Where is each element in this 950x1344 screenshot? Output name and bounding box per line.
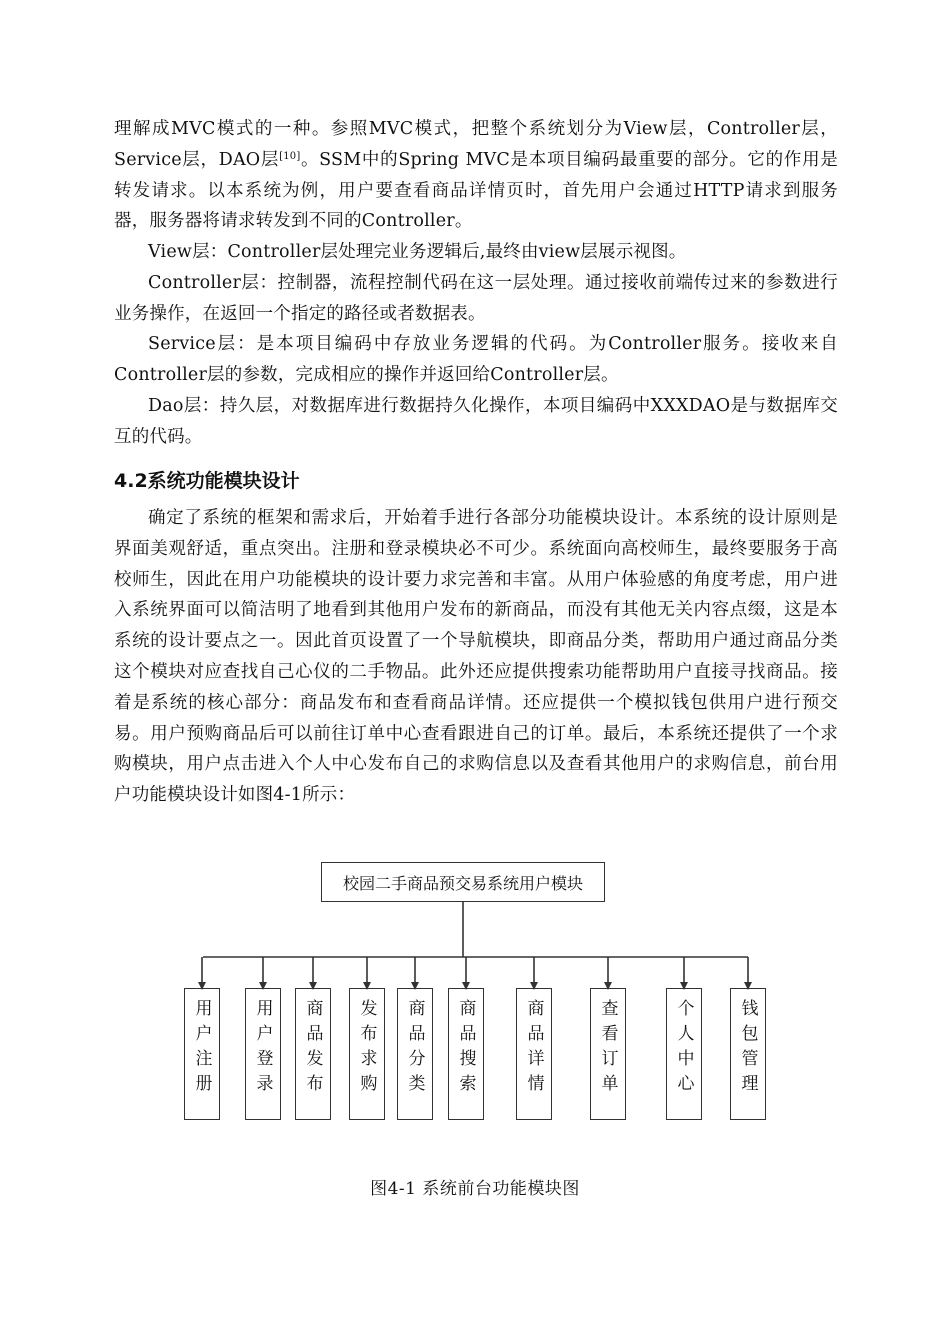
module-box-10 (730, 988, 766, 1120)
paragraph-controller-layer: Controller层：控制器，流程控制代码在这一层处理。通过接收前端传过来的参数进行业务操作，在返回一个指定的路径或者数据表。 (114, 272, 838, 324)
paragraph-view-layer: View层：Controller层处理完业务逻辑后,最终由view层展示视图。 (148, 242, 687, 262)
paragraph-service-layer: Service层：是本项目编码中存放业务逻辑的代码。为Controller服务。接收来自Controller层的参数，完成相应的操作并返回给Controller层。 (114, 334, 838, 386)
module-label: 查看订单 (597, 999, 618, 1099)
module-label: 用户登录 (252, 999, 273, 1099)
root-module-box (321, 862, 605, 902)
module-label: 发布求购 (356, 999, 377, 1099)
citation-ref: [10] (279, 150, 301, 162)
paragraph-dao-layer: Dao层：持久层，对数据库进行数据持久化操作，本项目编码中XXXDAO是与数据库交互的代码。 (114, 395, 838, 447)
module-box-9 (666, 988, 702, 1120)
module-label: 商品详情 (523, 999, 544, 1099)
module-box-4 (349, 988, 385, 1120)
module-label: 商品搜索 (455, 999, 476, 1099)
root-module-label: 校园二手商品预交易系统用户模块 (342, 873, 583, 893)
module-label: 个人中心 (673, 999, 694, 1099)
paragraph-module-design: 确定了系统的框架和需求后，开始着手进行各部分功能模块设计。本系统的设计原则是界面美观舒适，重点突出。注册和登录模块必不可少。系统面向高校师生，最终要服务于高校师生，因此在用户功能模块的设计要力求完善和丰富。从用户体验感的角度考虑，用户进入系统界面可以简洁明了地看到其他用户发布的新商品，而没有其他无关内容点缀，这是本系统的设计要点之一。因此首页设置了一个导航模块，即商品分类，帮助用户通过商品分类这个模块对应查找自己心仪的二手物品。此外还应提供搜索功能帮助用户直接寻找商品。接着是系统的核心部分：商品发布和查看商品详情。还应提供一个模拟钱包供用户进行预交易。用户预购商品后可以前往订单中心查看跟进自己的订单。最后，本系统还提供了一个求购模块，用户点击进入个人中心发布自己的求购信息以及查看其他用户的求购信息，前台用户功能模块设计如图4-1所示： (114, 508, 838, 806)
module-box-8 (590, 988, 626, 1120)
module-box-7 (516, 988, 552, 1120)
module-box-5 (397, 988, 433, 1120)
module-label: 商品发布 (302, 999, 323, 1099)
module-box-1 (184, 988, 220, 1120)
module-box-2 (245, 988, 281, 1120)
module-label: 商品分类 (404, 999, 425, 1099)
module-label: 用户注册 (191, 999, 212, 1099)
module-box-3 (295, 988, 331, 1120)
paragraph-mvc: 理解成MVC模式的一种。参照MVC模式，把整个系统划分为View层，Controller层，Service层，DAO层[10]。SSM中的Spring MVC是本项目编码最重要的部分。它的作用是转发请求。以本系统为例，用户要查看商品详情页时，首先用户会通过HTTP请求到服务器，服务器将请求转发到不同的Controller。 (114, 119, 839, 232)
figure-caption: 图4-1 系统前台功能模块图 (370, 1179, 580, 1199)
module-box-6 (448, 988, 484, 1120)
section-heading: 4.2系统功能模块设计 (114, 470, 300, 492)
module-label: 钱包管理 (737, 999, 758, 1099)
